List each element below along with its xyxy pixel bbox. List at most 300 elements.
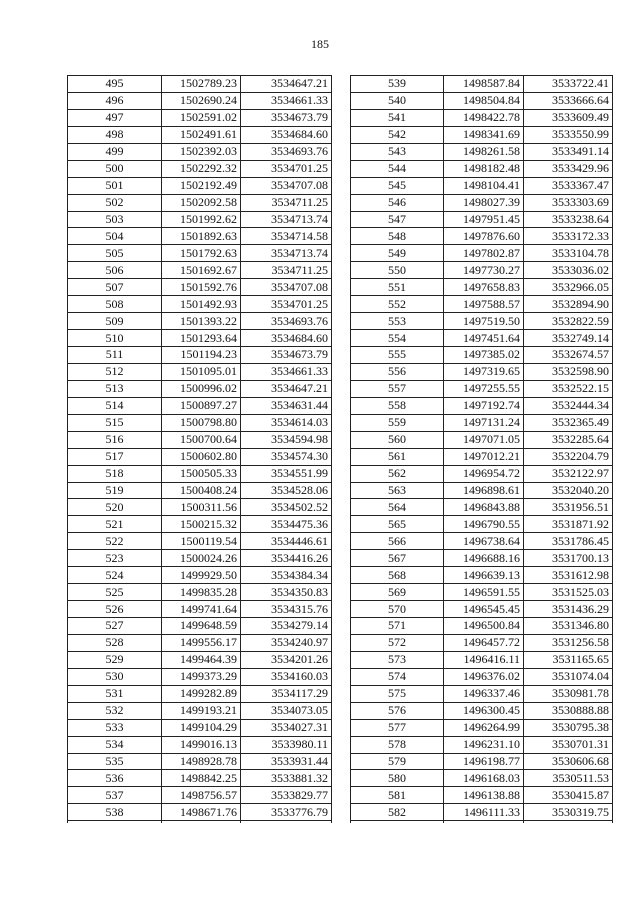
x-coordinate-cell: 1499193.21: [162, 702, 241, 719]
point-id-cell: 575: [351, 685, 444, 702]
x-coordinate-cell: 1498182.48: [444, 160, 524, 177]
x-coordinate-cell: 1502192.49: [162, 177, 241, 194]
point-id-cell: 501: [68, 177, 162, 194]
y-coordinate-cell: 3531871.92: [524, 516, 613, 533]
y-coordinate-cell: 3534713.74: [241, 245, 332, 262]
point-id-cell: 570: [351, 601, 444, 618]
y-coordinate-cell: 3533609.49: [524, 109, 613, 126]
point-id-cell: 553: [351, 313, 444, 330]
table-bottom-spacer: [351, 821, 613, 824]
table-row: [68, 533, 332, 550]
x-coordinate-cell: 1498504.84: [444, 92, 524, 109]
point-id-cell: 548: [351, 228, 444, 245]
x-coordinate-cell: 1502392.03: [162, 143, 241, 160]
x-coordinate-cell: 1499282.89: [162, 685, 241, 702]
point-id-cell: 495: [68, 76, 162, 93]
table-row: [351, 550, 613, 567]
point-id-cell: 496: [68, 92, 162, 109]
x-coordinate-cell: 1496231.10: [444, 736, 524, 753]
y-coordinate-cell: 3531074.04: [524, 668, 613, 685]
y-coordinate-cell: 3533491.14: [524, 143, 613, 160]
table-row: [68, 160, 332, 177]
y-coordinate-cell: 3534614.03: [241, 414, 332, 431]
y-coordinate-cell: 3530701.31: [524, 736, 613, 753]
x-coordinate-cell: 1501992.62: [162, 211, 241, 228]
y-coordinate-cell: 3531256.58: [524, 634, 613, 651]
point-id-cell: 541: [351, 109, 444, 126]
x-coordinate-cell: 1500215.32: [162, 516, 241, 533]
x-coordinate-cell: 1501393.22: [162, 313, 241, 330]
x-coordinate-cell: 1502690.24: [162, 92, 241, 109]
table-row: [68, 194, 332, 211]
y-coordinate-cell: 3533980.11: [241, 736, 332, 753]
table-row: [351, 601, 613, 618]
y-coordinate-cell: 3530888.88: [524, 702, 613, 719]
table-row: [68, 482, 332, 499]
x-coordinate-cell: 1500024.26: [162, 550, 241, 567]
y-coordinate-cell: 3532365.49: [524, 414, 613, 431]
table-row: [351, 380, 613, 397]
table-row: [351, 347, 613, 364]
x-coordinate-cell: 1501592.76: [162, 279, 241, 296]
y-coordinate-cell: 3533036.02: [524, 262, 613, 279]
y-coordinate-cell: 3532122.97: [524, 465, 613, 482]
table-row: [68, 177, 332, 194]
y-coordinate-cell: 3534574.30: [241, 448, 332, 465]
y-coordinate-cell: 3534073.05: [241, 702, 332, 719]
x-coordinate-cell: 1501095.01: [162, 363, 241, 380]
point-id-cell: 561: [351, 448, 444, 465]
point-id-cell: 502: [68, 194, 162, 211]
point-id-cell: 540: [351, 92, 444, 109]
point-id-cell: 581: [351, 787, 444, 804]
x-coordinate-cell: 1502491.61: [162, 126, 241, 143]
table-row: [351, 431, 613, 448]
x-coordinate-cell: 1500798.80: [162, 414, 241, 431]
y-coordinate-cell: 3532285.64: [524, 431, 613, 448]
point-id-cell: 578: [351, 736, 444, 753]
table-row: [351, 414, 613, 431]
point-id-cell: 529: [68, 651, 162, 668]
point-id-cell: 549: [351, 245, 444, 262]
table-row: [351, 634, 613, 651]
table-row: [351, 245, 613, 262]
y-coordinate-cell: 3531436.29: [524, 601, 613, 618]
x-coordinate-cell: 1497730.27: [444, 262, 524, 279]
table-row: [351, 482, 613, 499]
y-coordinate-cell: 3532204.79: [524, 448, 613, 465]
x-coordinate-cell: 1499016.13: [162, 736, 241, 753]
point-id-cell: 537: [68, 787, 162, 804]
y-coordinate-cell: 3534551.99: [241, 465, 332, 482]
table-row: [68, 126, 332, 143]
y-coordinate-cell: 3533881.32: [241, 770, 332, 787]
x-coordinate-cell: 1498928.78: [162, 753, 241, 770]
table-row: [68, 109, 332, 126]
point-id-cell: 582: [351, 804, 444, 821]
x-coordinate-cell: 1497951.45: [444, 211, 524, 228]
y-coordinate-cell: 3534661.33: [241, 363, 332, 380]
table-row: [68, 804, 332, 821]
y-coordinate-cell: 3534594.98: [241, 431, 332, 448]
x-coordinate-cell: 1499373.29: [162, 668, 241, 685]
y-coordinate-cell: 3534673.79: [241, 109, 332, 126]
y-coordinate-cell: 3534446.61: [241, 533, 332, 550]
point-id-cell: 565: [351, 516, 444, 533]
point-id-cell: 519: [68, 482, 162, 499]
x-coordinate-cell: 1502591.02: [162, 109, 241, 126]
point-id-cell: 525: [68, 584, 162, 601]
point-id-cell: 577: [351, 719, 444, 736]
table-row: [351, 279, 613, 296]
table-row: [351, 92, 613, 109]
table-row: [68, 618, 332, 635]
table-row: [68, 380, 332, 397]
y-coordinate-cell: 3533429.96: [524, 160, 613, 177]
x-coordinate-cell: 1496264.99: [444, 719, 524, 736]
table-row: [351, 211, 613, 228]
x-coordinate-cell: 1497588.57: [444, 296, 524, 313]
x-coordinate-cell: 1496688.16: [444, 550, 524, 567]
x-coordinate-cell: 1499929.50: [162, 567, 241, 584]
table-row: [68, 228, 332, 245]
point-id-cell: 507: [68, 279, 162, 296]
point-id-cell: 504: [68, 228, 162, 245]
point-id-cell: 531: [68, 685, 162, 702]
x-coordinate-cell: 1497451.64: [444, 330, 524, 347]
y-coordinate-cell: 3534711.25: [241, 262, 332, 279]
y-coordinate-cell: 3531525.03: [524, 584, 613, 601]
point-id-cell: 574: [351, 668, 444, 685]
table-row: [68, 363, 332, 380]
table-row: [68, 414, 332, 431]
x-coordinate-cell: 1496591.55: [444, 584, 524, 601]
y-coordinate-cell: 3530795.38: [524, 719, 613, 736]
x-coordinate-cell: 1499648.59: [162, 618, 241, 635]
point-id-cell: 573: [351, 651, 444, 668]
y-coordinate-cell: 3534713.74: [241, 211, 332, 228]
x-coordinate-cell: 1497385.02: [444, 347, 524, 364]
y-coordinate-cell: 3533829.77: [241, 787, 332, 804]
table-row: [351, 567, 613, 584]
x-coordinate-cell: 1499556.17: [162, 634, 241, 651]
x-coordinate-cell: 1500996.02: [162, 380, 241, 397]
x-coordinate-cell: 1497802.87: [444, 245, 524, 262]
point-id-cell: 509: [68, 313, 162, 330]
table-row: [68, 753, 332, 770]
x-coordinate-cell: 1496376.02: [444, 668, 524, 685]
point-id-cell: 538: [68, 804, 162, 821]
y-coordinate-cell: 3530319.75: [524, 804, 613, 821]
point-id-cell: 551: [351, 279, 444, 296]
y-coordinate-cell: 3532966.05: [524, 279, 613, 296]
table-row: [351, 296, 613, 313]
x-coordinate-cell: 1496300.45: [444, 702, 524, 719]
point-id-cell: 536: [68, 770, 162, 787]
table-row: [351, 533, 613, 550]
point-id-cell: 500: [68, 160, 162, 177]
x-coordinate-cell: 1499835.28: [162, 584, 241, 601]
x-coordinate-cell: 1498842.25: [162, 770, 241, 787]
x-coordinate-cell: 1496545.45: [444, 601, 524, 618]
x-coordinate-cell: 1500602.80: [162, 448, 241, 465]
y-coordinate-cell: 3533931.44: [241, 753, 332, 770]
table-row: [351, 719, 613, 736]
table-row: [68, 279, 332, 296]
point-id-cell: 572: [351, 634, 444, 651]
x-coordinate-cell: 1498027.39: [444, 194, 524, 211]
table-row: [68, 431, 332, 448]
point-id-cell: 530: [68, 668, 162, 685]
x-coordinate-cell: 1497658.83: [444, 279, 524, 296]
y-coordinate-cell: 3532444.34: [524, 397, 613, 414]
point-id-cell: 579: [351, 753, 444, 770]
table-row: [351, 651, 613, 668]
x-coordinate-cell: 1497131.24: [444, 414, 524, 431]
table-row: [68, 143, 332, 160]
x-coordinate-cell: 1502789.23: [162, 76, 241, 93]
table-row: [68, 499, 332, 516]
x-coordinate-cell: 1496790.55: [444, 516, 524, 533]
table-row: [68, 211, 332, 228]
x-coordinate-cell: 1499104.29: [162, 719, 241, 736]
point-id-cell: 545: [351, 177, 444, 194]
point-id-cell: 528: [68, 634, 162, 651]
x-coordinate-cell: 1496416.11: [444, 651, 524, 668]
y-coordinate-cell: 3534279.14: [241, 618, 332, 635]
y-coordinate-cell: 3532822.59: [524, 313, 613, 330]
x-coordinate-cell: 1498261.58: [444, 143, 524, 160]
point-id-cell: 534: [68, 736, 162, 753]
table-row: [68, 296, 332, 313]
x-coordinate-cell: 1499741.64: [162, 601, 241, 618]
x-coordinate-cell: 1497255.55: [444, 380, 524, 397]
table-row: [68, 601, 332, 618]
point-id-cell: 527: [68, 618, 162, 635]
x-coordinate-cell: 1496843.88: [444, 499, 524, 516]
x-coordinate-cell: 1498587.84: [444, 76, 524, 93]
y-coordinate-cell: 3534684.60: [241, 330, 332, 347]
x-coordinate-cell: 1500408.24: [162, 482, 241, 499]
x-coordinate-cell: 1497071.05: [444, 431, 524, 448]
table-row: [351, 770, 613, 787]
table-row: [351, 313, 613, 330]
y-coordinate-cell: 3532894.90: [524, 296, 613, 313]
point-id-cell: 498: [68, 126, 162, 143]
table-bottom-spacer: [68, 821, 332, 824]
point-id-cell: 568: [351, 567, 444, 584]
table-row: [68, 550, 332, 567]
x-coordinate-cell: 1498341.69: [444, 126, 524, 143]
y-coordinate-cell: 3534027.31: [241, 719, 332, 736]
y-coordinate-cell: 3534240.97: [241, 634, 332, 651]
point-id-cell: 497: [68, 109, 162, 126]
x-coordinate-cell: 1498104.41: [444, 177, 524, 194]
table-row: [68, 736, 332, 753]
point-id-cell: 552: [351, 296, 444, 313]
y-coordinate-cell: 3534701.25: [241, 160, 332, 177]
table-row: [351, 363, 613, 380]
table-row: [68, 245, 332, 262]
y-coordinate-cell: 3534350.83: [241, 584, 332, 601]
point-id-cell: 522: [68, 533, 162, 550]
y-coordinate-cell: 3534673.79: [241, 347, 332, 364]
y-coordinate-cell: 3531786.45: [524, 533, 613, 550]
point-id-cell: 532: [68, 702, 162, 719]
table-row: [68, 465, 332, 482]
y-coordinate-cell: 3533303.69: [524, 194, 613, 211]
point-id-cell: 558: [351, 397, 444, 414]
y-coordinate-cell: 3534661.33: [241, 92, 332, 109]
table-row: [351, 126, 613, 143]
y-coordinate-cell: 3534647.21: [241, 380, 332, 397]
y-coordinate-cell: 3534315.76: [241, 601, 332, 618]
y-coordinate-cell: 3532674.57: [524, 347, 613, 364]
x-coordinate-cell: 1496111.33: [444, 804, 524, 821]
table-row: [351, 448, 613, 465]
x-coordinate-cell: 1496954.72: [444, 465, 524, 482]
table-row: [351, 516, 613, 533]
x-coordinate-cell: 1501892.63: [162, 228, 241, 245]
point-id-cell: 546: [351, 194, 444, 211]
x-coordinate-cell: 1497319.65: [444, 363, 524, 380]
y-coordinate-cell: 3531700.13: [524, 550, 613, 567]
x-coordinate-cell: 1500700.64: [162, 431, 241, 448]
y-coordinate-cell: 3534707.08: [241, 279, 332, 296]
table-row: [351, 584, 613, 601]
x-coordinate-cell: 1497519.50: [444, 313, 524, 330]
point-id-cell: 554: [351, 330, 444, 347]
table-row: [68, 719, 332, 736]
y-coordinate-cell: 3533666.64: [524, 92, 613, 109]
point-id-cell: 512: [68, 363, 162, 380]
table-row: [351, 702, 613, 719]
table-row: [351, 109, 613, 126]
y-coordinate-cell: 3534502.52: [241, 499, 332, 516]
x-coordinate-cell: 1500119.54: [162, 533, 241, 550]
y-coordinate-cell: 3533238.64: [524, 211, 613, 228]
point-id-cell: 555: [351, 347, 444, 364]
coordinate-table-right: [350, 75, 613, 823]
spacer-cell: [241, 821, 332, 824]
spacer-cell: [68, 821, 162, 824]
table-row: [68, 651, 332, 668]
point-id-cell: 515: [68, 414, 162, 431]
x-coordinate-cell: 1499464.39: [162, 651, 241, 668]
table-row: [68, 448, 332, 465]
table-row: [351, 618, 613, 635]
point-id-cell: 580: [351, 770, 444, 787]
table-row: [351, 787, 613, 804]
y-coordinate-cell: 3533550.99: [524, 126, 613, 143]
table-row: [351, 194, 613, 211]
table-row: [68, 76, 332, 93]
table-row: [68, 668, 332, 685]
point-id-cell: 524: [68, 567, 162, 584]
table-row: [68, 313, 332, 330]
point-id-cell: 566: [351, 533, 444, 550]
point-id-cell: 533: [68, 719, 162, 736]
x-coordinate-cell: 1497192.74: [444, 397, 524, 414]
y-coordinate-cell: 3534416.26: [241, 550, 332, 567]
x-coordinate-cell: 1496738.64: [444, 533, 524, 550]
x-coordinate-cell: 1496457.72: [444, 634, 524, 651]
x-coordinate-cell: 1496168.03: [444, 770, 524, 787]
point-id-cell: 510: [68, 330, 162, 347]
y-coordinate-cell: 3534707.08: [241, 177, 332, 194]
table-row: [351, 753, 613, 770]
table-row: [68, 92, 332, 109]
x-coordinate-cell: 1500311.56: [162, 499, 241, 516]
y-coordinate-cell: 3530511.53: [524, 770, 613, 787]
point-id-cell: 556: [351, 363, 444, 380]
y-coordinate-cell: 3531956.51: [524, 499, 613, 516]
y-coordinate-cell: 3532749.14: [524, 330, 613, 347]
point-id-cell: 567: [351, 550, 444, 567]
x-coordinate-cell: 1501194.23: [162, 347, 241, 364]
point-id-cell: 547: [351, 211, 444, 228]
y-coordinate-cell: 3533722.41: [524, 76, 613, 93]
x-coordinate-cell: 1497012.21: [444, 448, 524, 465]
spacer-cell: [524, 821, 613, 824]
y-coordinate-cell: 3534201.26: [241, 651, 332, 668]
table-row: [68, 702, 332, 719]
y-coordinate-cell: 3530981.78: [524, 685, 613, 702]
table-row: [351, 499, 613, 516]
y-coordinate-cell: 3534117.29: [241, 685, 332, 702]
table-row: [68, 634, 332, 651]
table-row: [351, 160, 613, 177]
x-coordinate-cell: 1498671.76: [162, 804, 241, 821]
table-row: [351, 685, 613, 702]
table-row: [351, 330, 613, 347]
page-number: 185: [311, 37, 329, 51]
point-id-cell: 526: [68, 601, 162, 618]
y-coordinate-cell: 3534475.36: [241, 516, 332, 533]
point-id-cell: 517: [68, 448, 162, 465]
table-row: [351, 76, 613, 93]
y-coordinate-cell: 3531612.98: [524, 567, 613, 584]
table-row: [68, 770, 332, 787]
table-row: [68, 567, 332, 584]
x-coordinate-cell: 1501692.67: [162, 262, 241, 279]
table-row: [351, 177, 613, 194]
y-coordinate-cell: 3533104.78: [524, 245, 613, 262]
y-coordinate-cell: 3534631.44: [241, 397, 332, 414]
point-id-cell: 559: [351, 414, 444, 431]
y-coordinate-cell: 3530415.87: [524, 787, 613, 804]
coordinate-table-left: [67, 75, 332, 823]
point-id-cell: 539: [351, 76, 444, 93]
point-id-cell: 564: [351, 499, 444, 516]
point-id-cell: 518: [68, 465, 162, 482]
table-row: [68, 516, 332, 533]
table-row: [68, 787, 332, 804]
y-coordinate-cell: 3534647.21: [241, 76, 332, 93]
y-coordinate-cell: 3531165.65: [524, 651, 613, 668]
y-coordinate-cell: 3534701.25: [241, 296, 332, 313]
x-coordinate-cell: 1496500.84: [444, 618, 524, 635]
point-id-cell: 514: [68, 397, 162, 414]
table-row: [351, 668, 613, 685]
table-row: [68, 685, 332, 702]
y-coordinate-cell: 3534384.34: [241, 567, 332, 584]
point-id-cell: 560: [351, 431, 444, 448]
y-coordinate-cell: 3534714.58: [241, 228, 332, 245]
x-coordinate-cell: 1496898.61: [444, 482, 524, 499]
point-id-cell: 576: [351, 702, 444, 719]
point-id-cell: 569: [351, 584, 444, 601]
